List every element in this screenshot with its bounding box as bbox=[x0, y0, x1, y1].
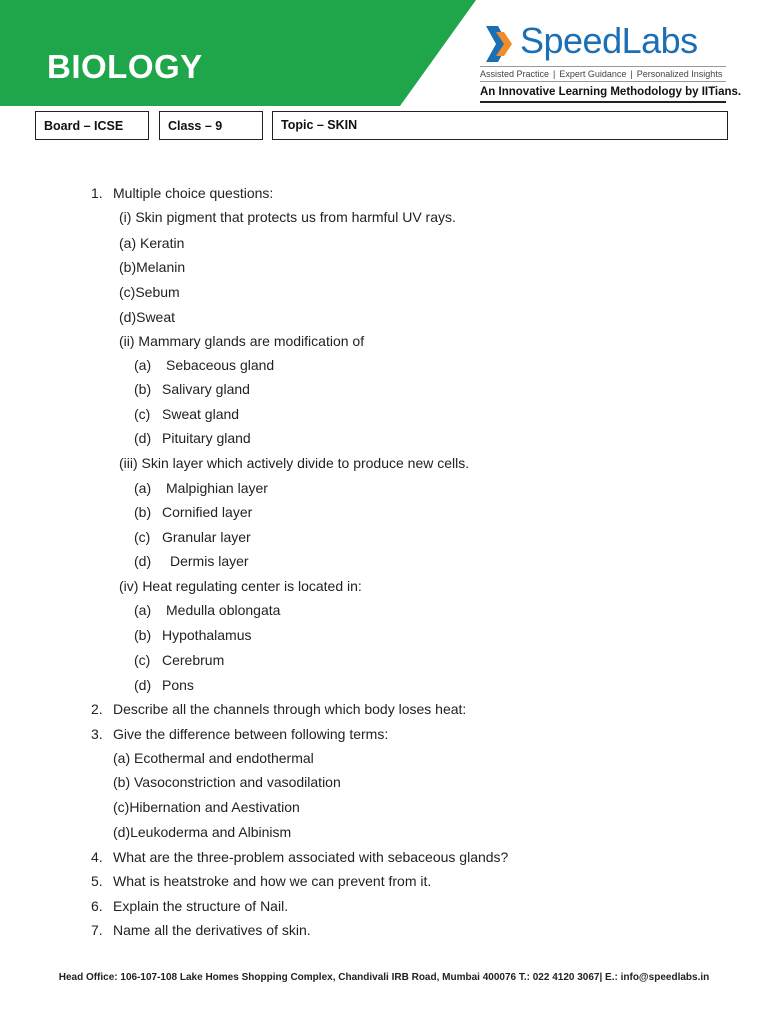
option-marker: (c) bbox=[134, 529, 151, 545]
sub-question-text: (iv) Heat regulating center is located in: bbox=[119, 578, 362, 594]
option-label: Pons bbox=[162, 677, 194, 693]
tagline-personalized-insights: Personalized Insights bbox=[636, 69, 723, 79]
option-label: (d)Sweat bbox=[119, 309, 176, 325]
term-pair: (b) Vasoconstriction and vasodilation bbox=[113, 774, 341, 790]
option-label: Medulla oblongata bbox=[166, 602, 281, 618]
option-marker: (c) bbox=[134, 406, 151, 422]
question-number: 3. bbox=[91, 726, 103, 742]
topic-label: Topic – SKIN bbox=[272, 111, 728, 140]
option-label: Cornified layer bbox=[162, 504, 253, 520]
option-label: Cerebrum bbox=[162, 652, 225, 668]
option-marker: (b) bbox=[134, 381, 152, 397]
board-label: Board – ICSE bbox=[35, 111, 149, 140]
question-text: Multiple choice questions: bbox=[113, 185, 274, 201]
option-marker: (d) bbox=[134, 677, 152, 693]
tagline-expert-guidance: Expert Guidance bbox=[559, 69, 627, 79]
option-label: Malpighian layer bbox=[166, 480, 268, 496]
sub-question-text: (i) Skin pigment that protects us from harmful UV rays. bbox=[119, 209, 456, 225]
option-label: Pituitary gland bbox=[162, 430, 251, 446]
option-label: Dermis layer bbox=[170, 553, 249, 569]
class-label: Class – 9 bbox=[159, 111, 263, 140]
option-marker: (a) bbox=[134, 480, 152, 496]
option-marker: (a) bbox=[134, 357, 152, 373]
question-number: 4. bbox=[91, 849, 103, 865]
option-label: Sebaceous gland bbox=[166, 357, 275, 373]
tagline-row bbox=[480, 66, 726, 82]
question-text: Give the difference between following terms: bbox=[113, 726, 389, 742]
speedlabs-chevron-icon bbox=[482, 24, 516, 64]
option-marker: (d) bbox=[134, 553, 152, 569]
question-text: Describe all the channels through which body loses heat: bbox=[113, 701, 467, 717]
question-number: 2. bbox=[91, 701, 103, 717]
option-label: (c)Sebum bbox=[119, 284, 180, 300]
option-label: Hypothalamus bbox=[162, 627, 252, 643]
option-marker: (d) bbox=[134, 430, 152, 446]
option-marker: (c) bbox=[134, 652, 151, 668]
term-pair: (c)Hibernation and Aestivation bbox=[113, 799, 300, 815]
question-text: What is heatstroke and how we can prevent from it. bbox=[113, 873, 432, 889]
question-number: 7. bbox=[91, 922, 103, 938]
sub-question-text: (iii) Skin layer which actively divide to produce new cells. bbox=[119, 455, 470, 471]
sub-question-text: (ii) Mammary glands are modification of bbox=[119, 333, 365, 349]
question-number: 1. bbox=[91, 185, 103, 201]
option-marker: (a) bbox=[134, 602, 152, 618]
option-label: (b)Melanin bbox=[119, 259, 186, 275]
term-pair: (a) Ecothermal and endothermal bbox=[113, 750, 314, 766]
option-label: Granular layer bbox=[162, 529, 251, 545]
question-text: Name all the derivatives of skin. bbox=[113, 922, 311, 938]
question-number: 5. bbox=[91, 873, 103, 889]
tagline-separator: | bbox=[630, 69, 633, 79]
option-marker: (b) bbox=[134, 627, 152, 643]
tagline-separator: | bbox=[553, 69, 556, 79]
subject-title: BIOLOGY bbox=[47, 48, 203, 85]
slogan: An Innovative Learning Methodology by IITians. bbox=[480, 86, 742, 98]
tagline-assisted-practice: Assisted Practice bbox=[480, 69, 550, 79]
slogan-underline bbox=[480, 101, 726, 103]
speedlabs-logo bbox=[480, 18, 742, 104]
question-text: Explain the structure of Nail. bbox=[113, 898, 289, 914]
question-number: 6. bbox=[91, 898, 103, 914]
brand-name: SpeedLabs bbox=[520, 20, 698, 61]
term-pair: (d)Leukoderma and Albinism bbox=[113, 824, 292, 840]
question-text: What are the three-problem associated with sebaceous glands? bbox=[113, 849, 509, 865]
option-label: Sweat gland bbox=[162, 406, 240, 422]
option-label: Salivary gland bbox=[162, 381, 250, 397]
option-label: (a) Keratin bbox=[119, 235, 185, 251]
footer-address: Head Office: 106-107-108 Lake Homes Shopping Complex, Chandivali IRB Road, Mumbai 400076 T.: 022 4120 3067| E.: info@speedlabs.in bbox=[58, 972, 710, 983]
option-marker: (b) bbox=[134, 504, 152, 520]
